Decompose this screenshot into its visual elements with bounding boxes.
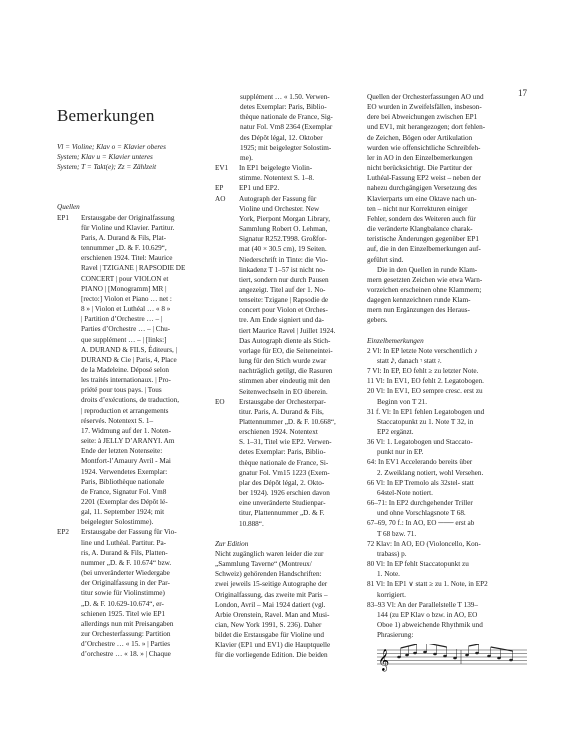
text-line: zur Orchesterfassung: Partition	[81, 630, 171, 639]
text-line: nummer „D. & F. 10.674“ bzw.	[81, 558, 172, 567]
text-line: ris, A. Durand & Fils, Platten-	[81, 548, 168, 557]
source-description	[239, 194, 360, 397]
page-title: Bemerkungen	[57, 106, 155, 125]
abbreviation-line: System; T = Takt(e); Zz = Zählzeit	[57, 163, 157, 172]
text-line: Die in den Quellen in runde Klam-	[377, 265, 478, 274]
text-line: für die vorliegende Edition. Die beiden	[215, 651, 328, 660]
note-item	[367, 518, 527, 538]
note-head	[443, 655, 447, 658]
text-line: 20 Vl: In EV1, EO sempre cresc. erst zu	[367, 387, 483, 396]
text-line: tre. Am Ende signiert und da-	[239, 316, 325, 325]
text-line: nicht berücksichtigt. Die Partitur der	[367, 164, 473, 173]
source-description	[239, 397, 360, 529]
text-line: teristische Änderungen gegenüber EP1	[367, 235, 479, 244]
text-line: EP2 ergänzt.	[377, 428, 414, 436]
text-line: priété pour tous pays. | Tous	[81, 386, 162, 395]
text-line: PIANO | [Monogramm] MR |	[81, 284, 167, 293]
text-line: EO wurden in Zweifelsfällen, insbeson-	[367, 103, 482, 112]
source-siglum: EP	[215, 184, 224, 193]
source-siglum: EO	[215, 397, 225, 406]
text-line: 72 Klav: In AO, EO (Violoncello, Kon-	[367, 539, 481, 548]
section-heading-edition: Zur Edition	[215, 539, 249, 548]
note-item	[367, 376, 527, 386]
text-line: Oboe 1) abweichende Rhythmik und	[377, 620, 483, 629]
note-head	[405, 654, 409, 657]
text-line: 67–69, 70 f.: In AO, EO ─── erst ab	[367, 519, 475, 528]
text-line: allerdings nun mit Preisangaben	[81, 619, 174, 628]
text-line: titur, Plattennummer „D. & F.	[239, 509, 325, 518]
text-line: 81 Vl: In EP1 ∨ statt ≥ zu 1. Note, in EP2	[367, 580, 488, 589]
text-line: 144 (zu EP Klav o bzw. in AO, EO	[377, 610, 478, 619]
notes-list	[367, 346, 527, 641]
text-line: 1924. Verwendetes Exemplar:	[81, 467, 168, 476]
note-beam	[491, 647, 513, 651]
source-siglum: EP1	[57, 213, 69, 222]
text-line: lung für den Stich wurde zwar	[239, 357, 327, 366]
note-item	[367, 539, 527, 559]
note-item	[367, 579, 527, 599]
text-line: beigelegter Solostimme).	[81, 518, 154, 527]
text-line: Paris, A. Durand & Fils, Plat-	[81, 233, 167, 242]
note-head	[433, 653, 437, 656]
text-line: angezeigt. Titel auf der 1. No-	[239, 285, 326, 294]
text-line: concert pour Violon et Orches-	[239, 306, 328, 315]
text-line: „D. & F. 10.629-10.674“, er-	[81, 599, 164, 608]
text-line: 2201 (Exemplar des Dépôt lé-	[81, 498, 168, 506]
text-line: 7 Vl: In EP, EO fehlt ≥ zu letzter Note.	[367, 367, 479, 376]
text-line: nahezu durchgängigen Versetzung des	[367, 184, 477, 193]
abbreviation-line: Vl = Violine; Klav o = Klavier oberes	[57, 143, 166, 151]
text-line: für Violine und Klavier. Partitur.	[81, 223, 175, 232]
text-line: zwei jeweils 15-seitige Autographe der	[215, 580, 328, 589]
text-line: EP1 und EP2.	[239, 184, 280, 193]
text-line: 31 f. Vl: In EP1 fehlen Legatobogen und	[367, 407, 485, 416]
text-line: Erstausgabe der Orchesterpar-	[239, 397, 326, 406]
continuation-text	[240, 92, 360, 163]
treble-clef-icon: 𝄞	[378, 649, 390, 672]
note-item	[367, 346, 527, 366]
text-line: Das Autograph diente als Stich-	[239, 336, 331, 345]
text-line: Parties d’Orchestre … – | Chu-	[81, 325, 171, 334]
text-line: Violine und Orchester. New	[239, 204, 320, 213]
text-line: thèque nationale de France, Si-	[239, 458, 329, 467]
text-line: Erstausgabe der Fassung für Vio-	[81, 528, 177, 537]
text-line: linkadenz T 1–57 ist nicht no-	[239, 265, 326, 274]
text-line: droits d’exécutions, de traduction,	[81, 396, 180, 405]
text-line: vorzeichen erscheinen ohne Klammern;	[367, 285, 482, 294]
section-heading-einzelbemerkungen: Einzelbemerkungen	[367, 336, 424, 345]
note-item	[367, 386, 527, 406]
note-head	[423, 651, 427, 654]
text-line: Luthéal-Fassung EP2 weist – neben der	[367, 174, 481, 183]
text-line: 17. Widmung auf der 1. Noten-	[81, 426, 172, 435]
text-line: seite: à JELLY D’ARANYI. Am	[81, 437, 175, 446]
text-line: titur. Paris, A. Durand & Fils,	[239, 407, 324, 416]
abbreviation-line: System; Klav u = Klavier unteres	[57, 153, 153, 162]
text-line: detes Exemplar: Paris, Biblio-	[239, 448, 326, 457]
text-line: erschienen 1924. Titel: Maurice	[81, 254, 173, 263]
text-line: | reproduction et arrangements	[81, 406, 169, 415]
column-2	[215, 92, 360, 661]
text-line: Seitenwechseln in EO überein.	[239, 387, 328, 396]
text-line: auf, die in den Einzelbemerkungen auf-	[367, 245, 481, 254]
text-line: que supplément … – | [links:]	[81, 335, 167, 344]
spacer	[215, 529, 360, 539]
note-item	[367, 478, 527, 498]
text-line: 2 Vl: In EP letzte Note verschentlich ♪	[367, 346, 478, 355]
section-heading-quellen: Quellen	[57, 203, 80, 212]
text-line: Plattennummer „D. & F. 10.668“,	[239, 418, 336, 426]
text-line: gal, 11. September 1924; mit	[81, 508, 165, 517]
text-line: 83–93 Vl: An der Parallelstelle T 139–	[367, 600, 478, 609]
text-line: wurden wie offensichtliche Schreibfeh-	[367, 143, 481, 152]
text-line: Klavierparts um eine Oktave nach un-	[367, 194, 477, 203]
text-line: thèque nationale de France, Sig-	[240, 113, 333, 122]
text-line: (bei unveränderter Wiedergabe	[81, 569, 170, 578]
text-line: 1925; mit beigelegter Solostim-	[240, 143, 332, 152]
source-entry	[215, 194, 360, 397]
note-item	[367, 600, 527, 641]
text-line: ten – nicht nur Korrekturen einiger	[367, 204, 468, 213]
text-line: Arbie Orenstein, Ravel. Man and Musi-	[215, 610, 330, 619]
source-description	[81, 213, 207, 528]
source-description	[239, 163, 360, 183]
note-item	[367, 437, 527, 457]
text-line: de Zeichen, Bögen oder Artikulation	[367, 133, 473, 142]
text-line: cian, New York 1991, S. 236). Daher	[215, 620, 322, 629]
column-1	[57, 142, 207, 660]
text-line: Phrasierung:	[377, 631, 414, 640]
text-line: Ravel | TZIGANE | RAPSODIE DE	[81, 264, 186, 273]
note-head	[453, 657, 457, 660]
spacer	[57, 172, 207, 192]
text-line: eine unveränderte Studienpar-	[239, 499, 326, 508]
text-line: titur sowie für Violinstimme)	[81, 589, 165, 598]
text-line: 36 Vl: 1. Legatobogen und Staccato-	[367, 438, 473, 447]
text-line: vorlage für EO, die Seiteneintei-	[239, 346, 333, 355]
text-line: Paris, Bibliothèque nationale	[81, 477, 165, 486]
text-line: DURAND & Cie | Paris, 4, Place	[81, 355, 177, 364]
source-description	[81, 527, 207, 659]
text-line: ber 1924). 1926 erschien davon	[239, 489, 330, 498]
note-item	[367, 407, 527, 437]
text-line: 80 Vl: In EP fehlt Staccatopunkt zu	[367, 560, 469, 569]
text-line: Fehler, sondern des Weiteren auch für	[367, 214, 476, 223]
text-line: Ende der letzten Notenseite:	[81, 447, 163, 456]
source-entry	[215, 397, 360, 529]
text-line: Erstausgabe der Originalfassung	[81, 213, 175, 222]
text-line: „Sammlung Taverne“ (Montreux/	[215, 560, 312, 569]
text-line: nachträglich getilgt, die Rasuren	[239, 367, 333, 376]
text-line: statt 𝅘𝅥𝅯, danach 𝄾 statt 𝄿.	[377, 356, 442, 365]
text-line: 64stel-Note notiert.	[377, 488, 433, 497]
text-line: 64: In EV1 Accelerando bereits über	[367, 458, 473, 467]
text-line: erschienen 1924. Notentext	[239, 428, 318, 437]
text-line: ler in AO in den Einzelbemerkungen	[367, 153, 473, 162]
source-entry	[215, 183, 360, 193]
text-line: Signatur R252.T998. Großfor-	[239, 235, 327, 244]
text-line: les traités internationaux. | Pro-	[81, 376, 171, 385]
spacer	[367, 326, 527, 336]
text-line: 8 » | Violon et Luthéal … « 8 »	[81, 305, 171, 314]
text-line: Staccatopunkt zu 1. Note T 32, in	[377, 417, 474, 426]
text-line: Quellen der Orchesterfassungen AO und	[367, 93, 484, 101]
note-item	[367, 366, 527, 376]
text-line: der Originalfassung in der Par-	[81, 579, 170, 588]
text-line: Klavier (EP1 und EV1) die Hauptquelle	[215, 641, 331, 650]
text-line: tiert, sondern nur durch Pausen	[239, 275, 329, 284]
note-head	[475, 652, 479, 655]
music-example	[377, 644, 527, 672]
text-line: korrigiert.	[377, 590, 406, 599]
text-line: Sammlung Robert O. Lehman,	[239, 225, 328, 234]
text-line: Beginn von T 21.	[377, 397, 428, 406]
music-staff	[377, 644, 527, 672]
text-line: Originalfassung, das zweite mit Paris –	[215, 590, 328, 599]
text-line: trabass) p.	[377, 549, 407, 558]
text-line: tiert Maurice Ravel | Juillet 1924.	[239, 326, 336, 335]
note-head	[397, 656, 401, 659]
text-line: punkt nur in EP.	[377, 448, 424, 457]
source-entry	[57, 527, 207, 659]
text-line: Niederschrift in Tinte: die Vio-	[239, 255, 328, 264]
text-line: detes Exemplar: Paris, Biblio-	[240, 103, 327, 112]
text-line: dere bei Abweichungen zwischen EP1	[367, 113, 478, 122]
text-line: supplément … « 1.50. Verwen-	[240, 93, 330, 101]
source-siglum: AO	[215, 194, 226, 203]
note-item	[367, 457, 527, 477]
text-line: mern gesetzten Zeichen wie etwa Warn-	[367, 275, 483, 284]
text-line: 11 Vl: In EV1, EO fehlt 2. Legatobogen.	[367, 377, 484, 386]
text-line: bildet die Erstausgabe für Violine und	[215, 631, 325, 640]
source-siglum: EV1	[215, 164, 229, 173]
source-description	[239, 183, 360, 193]
text-line: tennummer „D. & F. 10.629“,	[81, 244, 167, 253]
column-3	[367, 92, 527, 672]
text-line: stimme. Notentext S. 1–8.	[239, 174, 315, 183]
page-number: 17	[518, 88, 527, 98]
text-line: line und Luthéal. Partitur. Pa-	[81, 538, 167, 547]
note-head	[487, 655, 491, 658]
text-line: schienen 1925. Titel wie EP1	[81, 609, 166, 618]
note-head	[509, 659, 513, 662]
text-line: Montfort-l’Amaury Avril - Mai	[81, 457, 171, 466]
text-line: me).	[240, 153, 253, 162]
text-line: 1. Note.	[377, 570, 400, 579]
text-line: T 68 bzw. 71.	[377, 529, 417, 538]
note-item	[367, 559, 527, 579]
text-line: 10.888“.	[239, 519, 264, 528]
text-line: de la Madeleine. Déposé selon	[81, 365, 170, 374]
text-line: London, Avril – Mai 1924 datiert (vgl.	[215, 600, 326, 609]
text-line: Schweiz) gehörenden Handschriften:	[215, 570, 322, 579]
text-line: d’orchestre … « 18. » | Chaque	[81, 650, 171, 659]
text-line: die veränderte Klangbalance charak-	[367, 225, 473, 234]
text-line: und EV1, mit herangezogen; dort fehlen-	[367, 123, 486, 132]
text-line: de France, Signatur Fol. Vm8	[81, 487, 167, 496]
text-line: natur Fol. Vm8 2364 (Exemplar	[240, 123, 333, 132]
text-line: 2. Zweiklang notiert, wohl Versehen.	[377, 468, 484, 477]
source-entry	[57, 213, 207, 528]
text-line: gnatur Fol. Vm15 1223 (Exem-	[239, 468, 330, 477]
note-item	[367, 498, 527, 518]
text-line: mern nun Ergänzungen des Heraus-	[367, 306, 470, 315]
text-line: geführt sind.	[367, 255, 404, 264]
text-line: stimmen aber eindeutig mit den	[239, 377, 331, 386]
text-line: Nicht zugänglich waren leider die zur	[215, 549, 324, 558]
text-line: [recto:] Violon et Piano … net :	[81, 294, 172, 303]
text-line: d’Orchestre … « 15. » | Parties	[81, 640, 171, 649]
note-beam	[469, 644, 479, 646]
text-line: In EP1 beigelegte Violin-	[239, 164, 313, 173]
note-head	[497, 657, 501, 660]
text-line: 66 Vl: In EP Tremolo als 32stel- statt	[367, 478, 474, 487]
text-line: des Dépôt légal, 12. Oktober	[240, 133, 323, 142]
text-line: S. 1–31, Titel wie EP2. Verwen-	[239, 438, 332, 447]
source-entry	[215, 163, 360, 183]
text-line: CONCERT | pour VIOLON et	[81, 274, 169, 283]
text-line: réservés. Notentext S. 1–	[81, 416, 154, 425]
source-siglum: EP2	[57, 528, 69, 537]
text-line: Autograph der Fassung für	[239, 194, 317, 203]
text-line: York, Pierpont Morgan Library,	[239, 214, 331, 223]
text-line: tenseite: Tzigane | Rapsodie de	[239, 296, 329, 305]
note-head	[413, 652, 417, 655]
spacer	[57, 192, 207, 202]
text-line: dagegen kennzeichnen runde Klam-	[367, 296, 471, 305]
note-head	[465, 654, 469, 657]
text-line: A. DURAND & FILS, Éditeurs, |	[81, 345, 178, 354]
text-line: 66–71: In EP2 durchgehender Triller	[367, 499, 473, 508]
text-line: plar des Dépôt légal, 2. Okto-	[239, 478, 325, 487]
text-line: mat (40 × 30.5 cm), 19 Seiten.	[239, 245, 327, 254]
text-line: | Partition d’Orchestre … – |	[81, 315, 163, 324]
paragraph	[367, 265, 527, 326]
text-line: gebers.	[367, 316, 388, 325]
text-line: und ohne Vorschlagsnote T 68.	[377, 509, 466, 518]
